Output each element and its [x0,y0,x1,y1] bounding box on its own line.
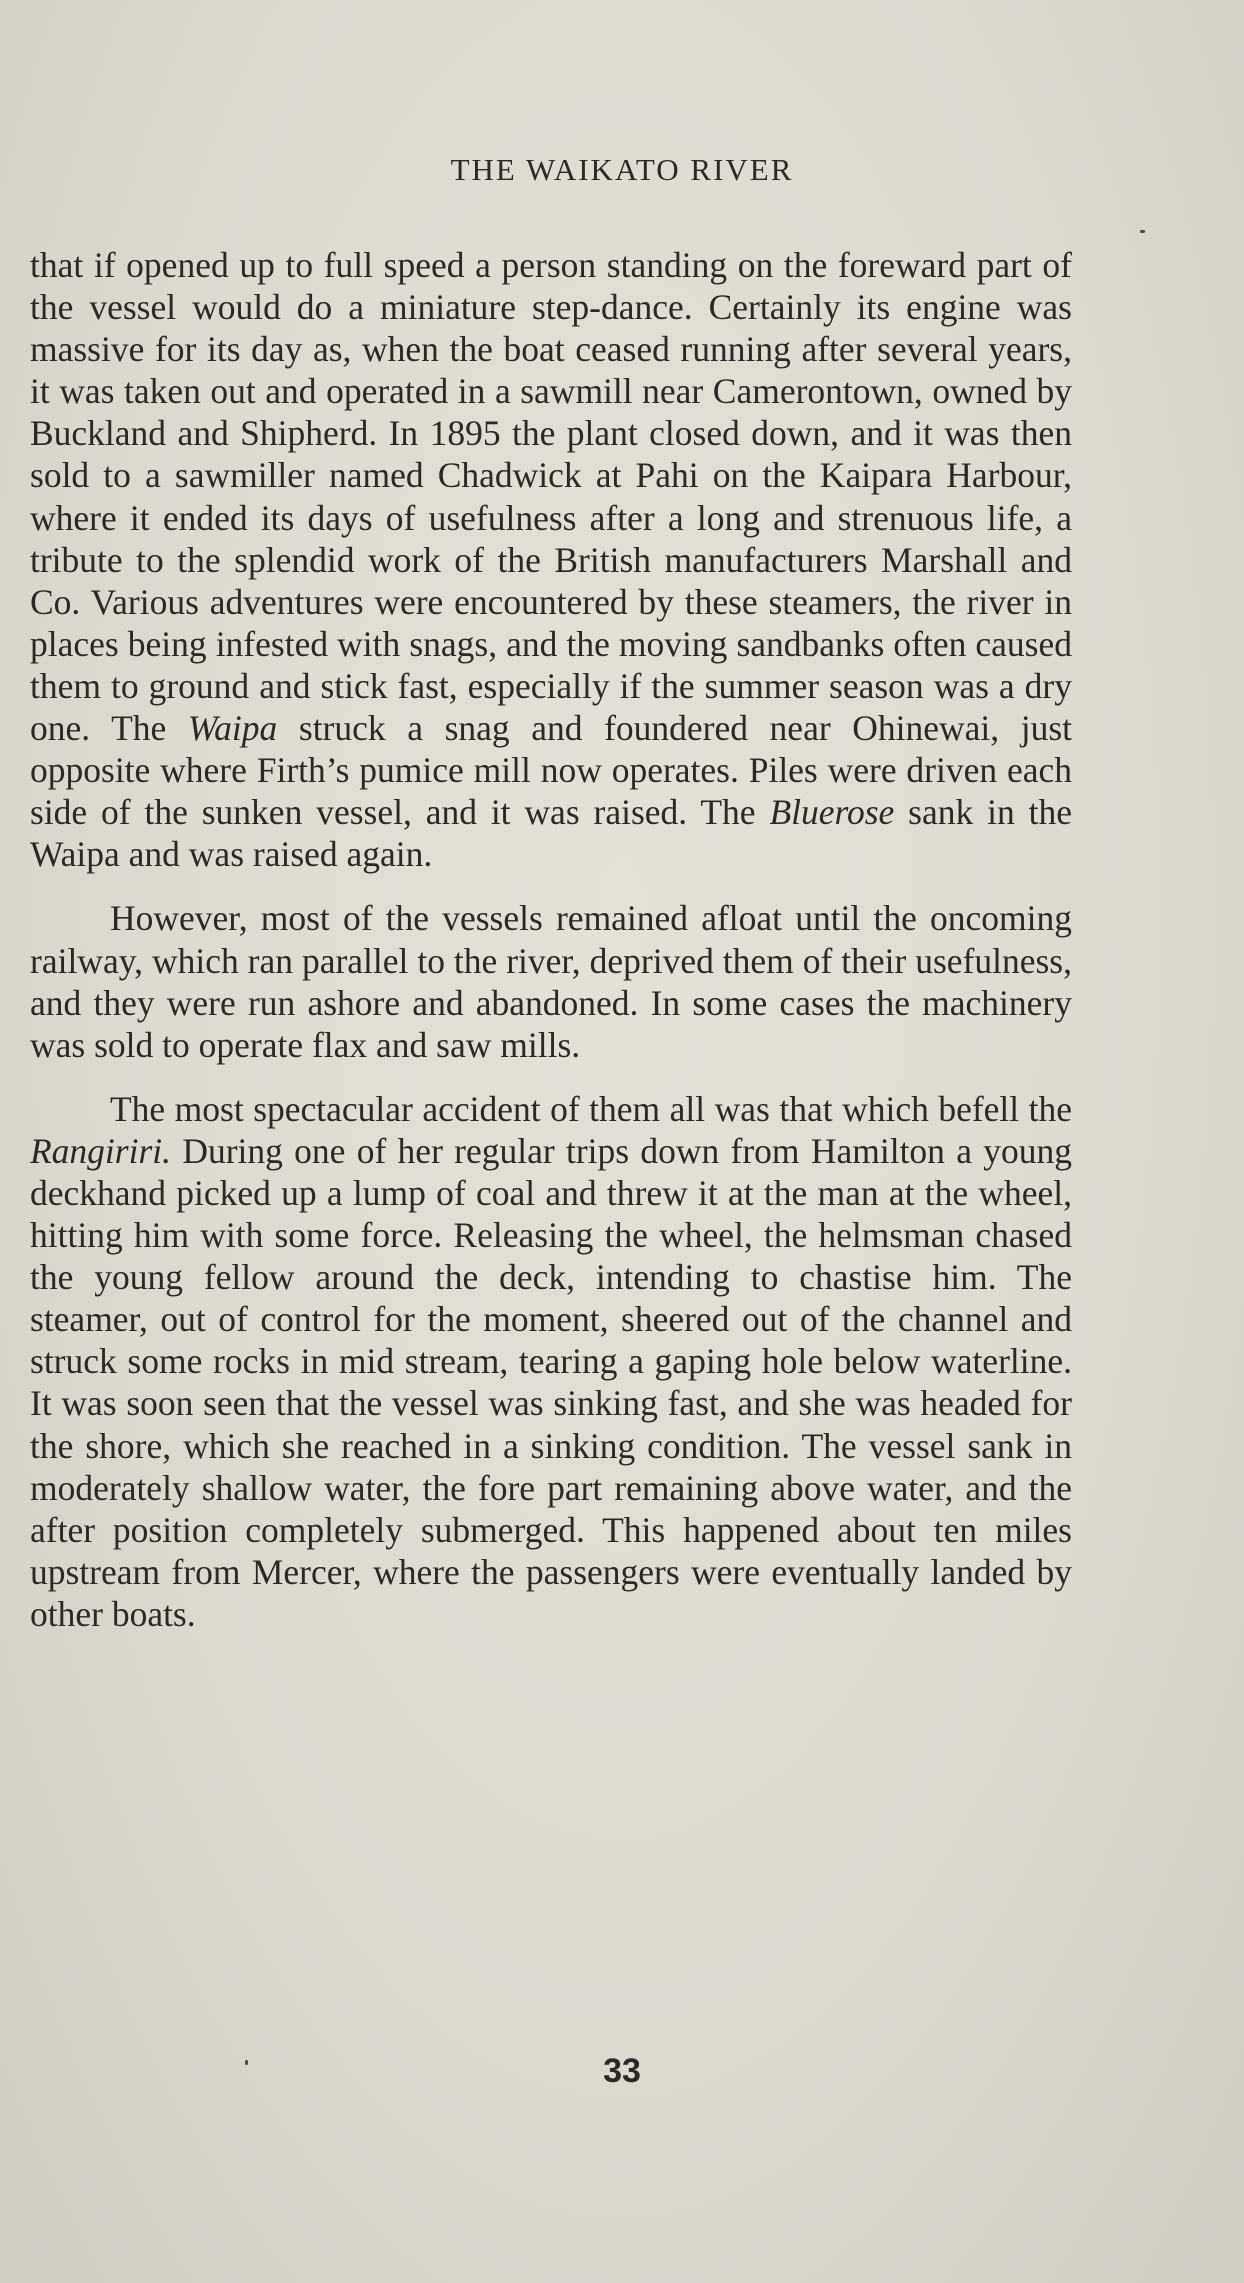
vessel-name-waipa: Waipa [187,708,278,749]
text-segment: During one of her regular trips down from Hamilton a young deckhand picked up a lump of coal and threw it at the man at the wheel, hitting him with some force. Releasing the wheel, the helmsman chased the young fellow around the deck, intending to chastise him. The steamer, out of control for the moment, sheered out of the channel and struck some rocks in mid stream, tearing a gaping hole below waterline. It was soon seen that the vessel was sinking fast, and she was headed for the shore, which she reached in a sinking condition. The vessel sank in moderately shallow water, the fore part remaining above water, and the after position completely submerged. This happened about ten miles upstream from Mercer, where the passengers were eventually landed by other boats. [30,1130,1072,1634]
body-text [30,244,1072,1635]
page-number: 33 [603,2052,641,2090]
text-segment: sank in the Waipa and was raised again. [30,792,1072,875]
vessel-name-rangiriri: Rangiriri. [30,1130,172,1171]
paragraph-2 [30,897,1072,1065]
text-segment: that if opened up to full speed a person standing on the foreward part of the vessel would do a miniature step-dance. Certainly its engine was massive for its day as, when the boat ceased running after several years, it was taken out and operated in a sawmill near Camerontown, owned by Buckland and Shipherd. In 1895 the plant closed down, and it was then sold to a sawmiller named Chadwick at Pahi on the Kaipara Harbour, where it ended its days of usefulness after a long and strenuous life, a tribute to the splendid work of the British manufacturers Marshall and Co. Various adventures were encountered by these steamers, the river in places being infested with snags, and the moving sandbanks often caused them to ground and stick fast, especially if the summer season was a dry one. The [30,245,1072,749]
paragraph-1 [30,244,1072,875]
text-segment: The most spectacular accident of them all was that which befell the [110,1088,1072,1129]
text-segment: struck a snag and foundered near Ohinewai, just opposite where Firth’s pumice mill now operates. Piles were driven each side of the sunken vessel, and it was raised. The [30,708,1072,833]
paper-speck [1140,230,1145,233]
running-head: THE WAIKATO RIVER [450,152,794,187]
paper-speck [245,2060,248,2065]
paragraph-3 [30,1088,1072,1635]
text-segment: However, most of the vessels remained afloat until the oncoming railway, which ran parallel to the river, deprived them of their usefulness, and they were run ashore and abandoned. In some cases the machinery was sold to operate flax and saw mills. [30,898,1072,1065]
vessel-name-bluerose: Bluerose [769,792,895,833]
